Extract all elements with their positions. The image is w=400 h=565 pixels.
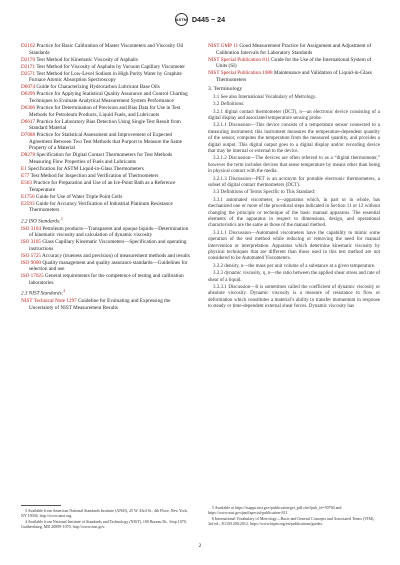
reference-title: Practice for Applying Statistical Quality Assurance and Control Charting Techniques to Evaluate Analytical Measurement System Performance: [29, 91, 188, 104]
reference-item[interactable]: [21, 64, 193, 71]
reference-id[interactable]: ISO 9000: [21, 259, 42, 266]
reference-id[interactable]: E563: [21, 180, 32, 187]
reference-id[interactable]: D2171: [21, 63, 36, 70]
terminology-paragraph: 3.3.2 density, n—the mass per unit volume of a substance at a given temperature.: [213, 263, 376, 269]
right-column: [208, 43, 380, 312]
reference-title: Accuracy (trueness and precision) of measurement methods and results: [42, 252, 190, 259]
reference-title: Specification for ASTM Liquid-in-Glass Thermometers: [28, 165, 144, 172]
reference-id[interactable]: ISO 3104: [21, 225, 42, 232]
nist-references-list: [208, 43, 380, 83]
left-column: [21, 43, 193, 312]
reference-title: Practice for Laboratory Bias Detection Using Single Test Result from Standard Material: [29, 118, 181, 132]
reference-id[interactable]: D6074: [21, 84, 36, 91]
reference-item[interactable]: [208, 43, 380, 56]
reference-item[interactable]: [21, 201, 193, 214]
reference-item[interactable]: [21, 253, 193, 260]
reference-id[interactable]: ISO 3105: [21, 239, 42, 246]
reference-item[interactable]: [21, 180, 193, 193]
reference-item[interactable]: NIST Technical Note 1297 Guideline for Evaluating and Expressing the Uncertainty of NIST Measurement Results: [21, 298, 171, 311]
reference-title: Practice for Preparation and Use of an Ice-Point Bath as a Reference Temperature: [29, 180, 176, 193]
terminology-paragraph: 3.3.1 automated viscometer, n—apparatus which, in part or in whole, has mechanized one or more of the procedural steps indicated in Section 11 or 12 without changing the principle or technique of the basic manual apparatus. The essential elements of the apparatus in respect to dimensions, design, and operational characteristics are the same as those of the manual method.: [208, 197, 380, 229]
reference-id[interactable]: E2593: [21, 200, 35, 207]
astm-logo: ASTM: [175, 13, 188, 26]
reference-item[interactable]: [21, 226, 193, 239]
reference-id[interactable]: D2162: [21, 43, 36, 49]
terminology-paragraph: 3.2.1 digital contact thermometer (DCT), n—an electronic device consisting of a digital display and associated temperature sensing probe.: [208, 109, 380, 121]
page-number: 2: [198, 543, 202, 549]
reference-item[interactable]: [21, 57, 193, 64]
reference-id[interactable]: NIST Special Publication 811: [208, 56, 270, 63]
terminology-paragraph: 3.2.1.2 Discussion—The devices are often referred to as a “digital thermometer,” however the term includes devices that sense temperature by means other than being in physical contact with the media.: [208, 156, 380, 175]
reference-id[interactable]: E77: [21, 173, 30, 180]
reference-title: Petroleum products—Transparent and opaque liquids—Determination of kinematic viscosity and calculation of dynamic viscosity: [29, 225, 189, 239]
reference-item[interactable]: [21, 260, 193, 273]
reference-title: Guide for Accuracy Verification of Industrial Platinum Resistance Thermometers: [29, 200, 173, 214]
iso-standards-heading: 2.2 ISO Standards:$^3$: [21, 216, 63, 225]
footnotes-left: [21, 505, 193, 530]
reference-item[interactable]: [21, 105, 193, 118]
reference-title: Good Measurement Practice for Assignment and Adjustment of Calibration Intervals for Laboratory Standards: [216, 43, 372, 56]
reference-item[interactable]: [21, 43, 193, 56]
reference-item[interactable]: [21, 119, 193, 132]
terminology-paragraph: 3.3.3.1 Discussion—It is sometimes called the coefficient of dynamic viscosity or absolute viscosity. Dynamic viscosity is a measure of resistance to flow or deformation which constitutes a material’s ability to transfer momentum in response to steady or time-dependent external shear forces. Dynamic viscosity has: [208, 285, 380, 310]
reference-item[interactable]: [21, 71, 193, 84]
terminology-body: [208, 95, 380, 311]
reference-item[interactable]: [21, 173, 193, 180]
reference-title: Quality management and quality assurance standards—Guidelines for selection and use: [29, 259, 188, 273]
reference-item[interactable]: [21, 166, 193, 173]
reference-title: Test Method for Low-Level Sodium in High Purity Water by Graphite Furnace Atomic Absorption Spectroscopy: [29, 70, 182, 84]
reference-id[interactable]: E1: [21, 165, 27, 172]
footnotes-right: [208, 505, 380, 527]
footnote-rule: [21, 505, 61, 506]
reference-title: Guide for the Use of the International System of Units (SI): [216, 56, 372, 70]
reference-item[interactable]: [208, 70, 380, 83]
reference-title: Test Method for Inspection and Verification of Thermometers: [30, 173, 159, 180]
iso-references-list: [21, 226, 193, 287]
reference-item[interactable]: [21, 91, 193, 104]
footnote: 5 Available at https://tsapps.nist.gov/publication/get_pdf.cfm?pub_id=50760 and https://www.nist.gov/pml/special-publication-811.: [208, 505, 342, 515]
reference-id[interactable]: ISO 17025: [21, 273, 44, 280]
reference-id[interactable]: D7088: [21, 132, 36, 139]
terminology-paragraph: 3.2 Definitions:: [213, 102, 245, 108]
reference-title: Guide for Use of Water Triple Point Cells: [35, 193, 123, 200]
terminology-paragraph: 3.2.1.3 Discussion—PET is an acronym for portable electronic thermometers, a subset of digital contact thermometers (DCT).: [208, 176, 380, 188]
reference-title: Practice for Basic Calibration of Master Viscometers and Viscosity Oil Standards: [29, 43, 184, 56]
terminology-paragraph: 3.3.3 dynamic viscosity, η, n—the ratio between the applied shear stress and rate of shear of a liquid.: [208, 271, 380, 283]
terminology-paragraph: 3.2.1.1 Discussion—This device consists of a temperature sensor connected to a measuring instrument; this instrument measures the temperature-dependent quantity of the sensor, computes the temperature from the measured quantity, and provides a digital output. This digital output goes to a digital display and/or recording device that may be internal or external to the device.: [208, 123, 380, 154]
reference-item[interactable]: [21, 132, 193, 152]
reference-id[interactable]: D6617: [21, 118, 36, 125]
astm-references-list: [21, 43, 193, 214]
reference-id[interactable]: D8278: [21, 152, 36, 159]
reference-id[interactable]: D6300: [21, 105, 36, 112]
terminology-paragraph: 3.3 Definitions of Terms Specific to This Standard:: [213, 190, 316, 196]
footnote: 3 Available from American National Standards Institute (ANSI), 25 W. 43rd St., 4th Floor, New York, NY 10036, http://www.ansi.org.: [21, 508, 188, 518]
reference-title: Test Method for Viscosity of Asphalts by Vacuum Capillary Viscometer: [36, 63, 186, 70]
reference-title: Guide for Characterizing Hydrocarbon Lubricant Base Oils: [36, 84, 160, 91]
reference-title: Maintenance and Validation of Liquid-in-Glass Thermometers: [216, 70, 372, 83]
reference-id[interactable]: D2571: [21, 70, 36, 77]
terminology-heading: 3. Terminology: [208, 86, 243, 93]
reference-item[interactable]: [21, 84, 193, 91]
terminology-paragraph: 3.1 See also International Vocabulary of Metrology.: [213, 94, 317, 100]
footnote: 6 International Vocabulary of Metrology—Basic and General Concepts and Associated Terms (VIM), 3rd ed., JCGM 200:2012, https://www.bipm.org/en/publications/guides.: [208, 516, 375, 526]
reference-id[interactable]: NIST Special Publication 1088: [208, 70, 273, 77]
reference-title: Glass Capillary Kinematic Viscometers—Specification and operating instructions: [29, 239, 187, 252]
reference-title: Practice for Statistical Assessment and Improvement of Expected Agreement Between Two Test Methods that Purport to Measure the Same Property of a Material: [29, 132, 182, 152]
terminology-paragraph: 3.3.1.1 Discussion—Automated viscometers have the capability to mimic some operation of the test method while reducing or removing the need for manual intervention or interpretation. Apparatus which determine kinematic viscosity by physical techniques that are different than those used in this test method are not considered to be Automated Viscometers.: [208, 230, 380, 262]
standard-designation: D445 − 24: [191, 14, 226, 24]
reference-title: General requirements for the competence of testing and calibration laboratories: [29, 273, 184, 286]
reference-item[interactable]: [21, 273, 193, 286]
reference-id[interactable]: D2170: [21, 56, 36, 63]
reference-id[interactable]: ISO 5725: [21, 252, 42, 259]
reference-title: Test Method for Kinematic Viscosity of Asphalts: [36, 56, 138, 63]
reference-title: Specification for Digital Contact Thermometers for Test Methods Measuring Flow Properties of Fuels and Lubricants: [29, 152, 173, 165]
nist-standards-heading: 2.3 NIST Standards:$^4$: [21, 289, 66, 298]
reference-item[interactable]: [208, 57, 380, 70]
reference-id[interactable]: NIST GMP 11: [208, 43, 239, 49]
page-header: [0, 12, 400, 26]
reference-item[interactable]: [21, 239, 193, 252]
reference-id[interactable]: D6299: [21, 91, 36, 98]
reference-title: Practice for Determination of Precision and Bias Data for Use in Test Methods for Petroleum Products, Liquid Fuels, and Lubricants: [29, 105, 181, 118]
reference-item[interactable]: [21, 152, 193, 165]
reference-item[interactable]: [21, 194, 193, 201]
footnote: 4 Available from National Institute of Standards and Technology (NIST), 100 Bureau Dr., Stop 1070, Gaithersburg, MD 20899-1070, http://www.nist.gov.: [21, 519, 187, 529]
reference-id[interactable]: E1750: [21, 193, 35, 200]
